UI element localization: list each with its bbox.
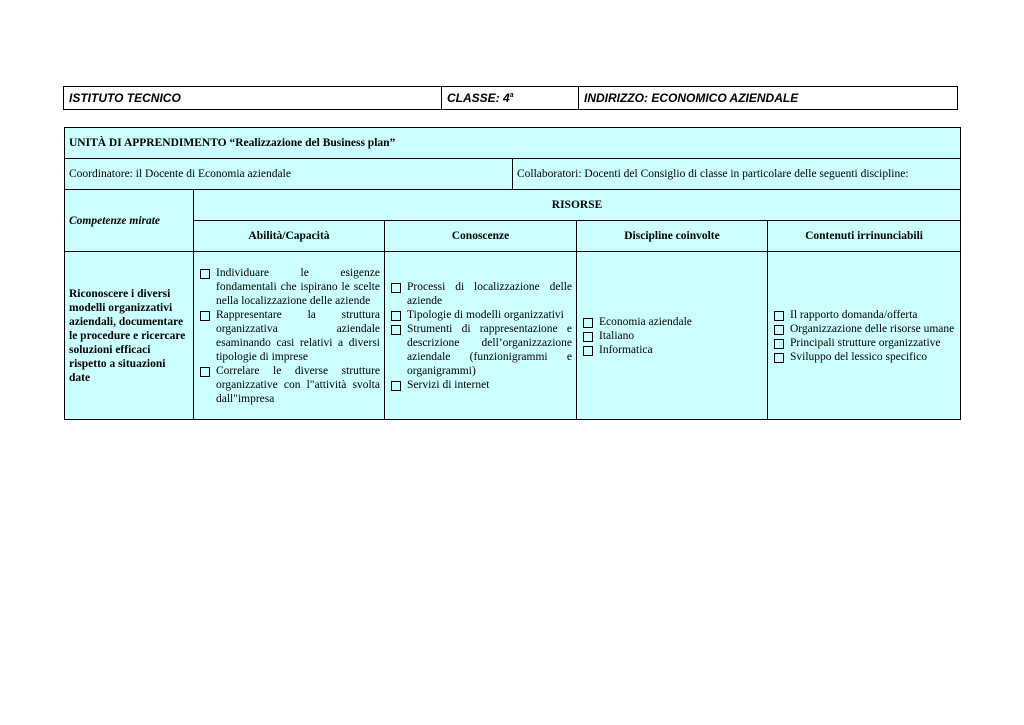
- checkbox-icon: [391, 311, 401, 321]
- coordinatore: Coordinatore: il Docente di Economia aziendale: [65, 159, 513, 190]
- checkbox-icon: [583, 332, 593, 342]
- abilita-list: [198, 266, 380, 406]
- list-item: Servizi di internet: [389, 378, 572, 392]
- checkbox-icon: [774, 353, 784, 363]
- uda-table: [64, 127, 961, 420]
- conoscenze-list: [389, 280, 572, 392]
- abilita-cell: [194, 252, 385, 420]
- checkbox-icon: [391, 283, 401, 293]
- list-item: Economia aziendale: [581, 315, 763, 329]
- list-item: Correlare le diverse strutture organizzative con l"attività svolta dall"impresa: [198, 364, 380, 406]
- contenuti-cell: [768, 252, 961, 420]
- classe-superscript: a: [509, 92, 514, 99]
- checkbox-icon: [774, 325, 784, 335]
- column-header-contenuti: Contenuti irrinunciabili: [768, 221, 961, 252]
- competenze-header: Competenze mirate: [65, 190, 194, 252]
- list-item: Informatica: [581, 343, 763, 357]
- checkbox-icon: [774, 311, 784, 321]
- list-item: Principali strutture organizzative: [772, 336, 956, 350]
- conoscenze-cell: [385, 252, 577, 420]
- classe-label: CLASSE: 4: [447, 91, 510, 105]
- istituto-cell: [64, 87, 442, 110]
- contenuti-list: [772, 308, 956, 364]
- list-item: Sviluppo del lessico specifico: [772, 350, 956, 364]
- risorse-header: RISORSE: [194, 190, 961, 221]
- checkbox-icon: [200, 367, 210, 377]
- checkbox-icon: [583, 346, 593, 356]
- column-header-conoscenze: Conoscenze: [385, 221, 577, 252]
- column-header-discipline: Discipline coinvolte: [577, 221, 768, 252]
- checkbox-icon: [583, 318, 593, 328]
- column-header-abilita: Abilità/Capacità: [194, 221, 385, 252]
- checkbox-icon: [200, 269, 210, 279]
- uda-title: UNITÀ DI APPRENDIMENTO “Realizzazione del Business plan”: [65, 128, 961, 159]
- list-item: Il rapporto domanda/offerta: [772, 308, 956, 322]
- checkbox-icon: [200, 311, 210, 321]
- list-item: Rappresentare la struttura organizzativa aziendale esaminando casi relativi a diversi tipologie di imprese: [198, 308, 380, 364]
- list-item: Tipologie di modelli organizzativi: [389, 308, 572, 322]
- competenza-text: Riconoscere i diversi modelli organizzativi aziendali, documentare le procedure e ricercare soluzioni efficaci rispetto a situazioni date: [65, 252, 194, 420]
- checkbox-icon: [774, 339, 784, 349]
- istituto-label: ISTITUTO TECNICO: [69, 91, 181, 105]
- list-item: Italiano: [581, 329, 763, 343]
- classe-cell: [442, 87, 579, 110]
- header-table: [63, 86, 958, 110]
- list-item: Organizzazione delle risorse umane: [772, 322, 956, 336]
- list-item: Processi di localizzazione delle aziende: [389, 280, 572, 308]
- discipline-cell: [577, 252, 768, 420]
- collaboratori: Collaboratori: Docenti del Consiglio di classe in particolare delle seguenti discipline:: [513, 159, 961, 190]
- discipline-list: [581, 315, 763, 357]
- indirizzo-cell: [579, 87, 958, 110]
- indirizzo-label: INDIRIZZO: ECONOMICO AZIENDALE: [584, 91, 799, 105]
- list-item: Strumenti di rappresentazione e descrizione dell’organizzazione aziendale (funzionigrammi e organigrammi): [389, 322, 572, 378]
- checkbox-icon: [391, 381, 401, 391]
- checkbox-icon: [391, 325, 401, 335]
- list-item: Individuare le esigenze fondamentali che ispirano le scelte nella localizzazione delle aziende: [198, 266, 380, 308]
